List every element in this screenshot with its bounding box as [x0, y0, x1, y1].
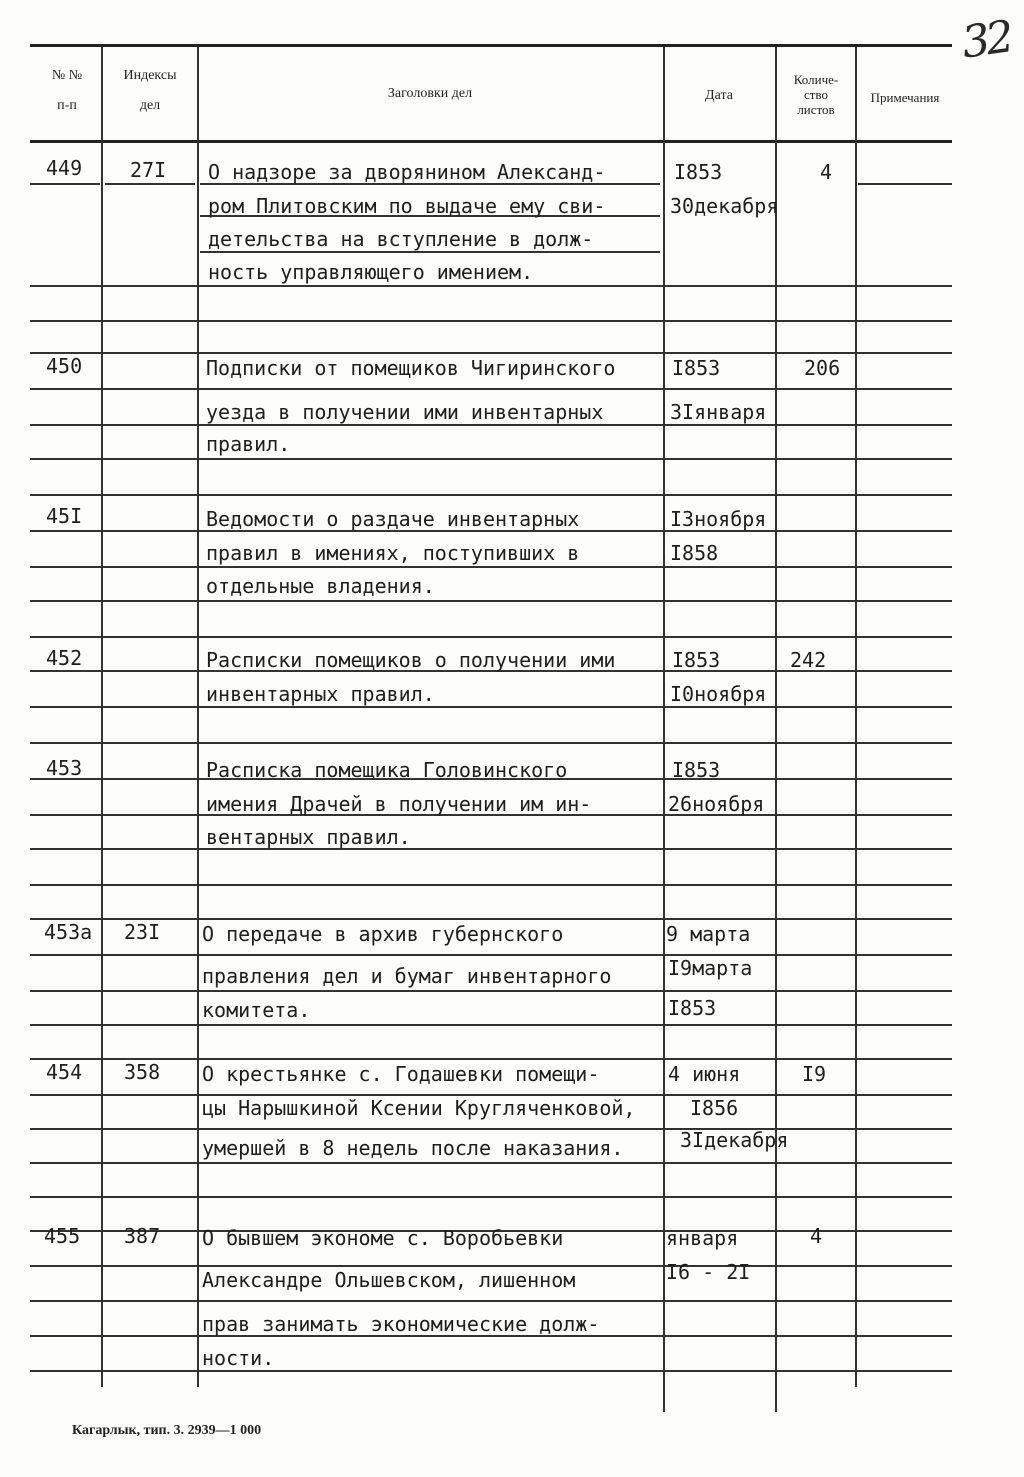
- row-date-line: I858: [670, 541, 719, 565]
- rule-line: [30, 918, 952, 920]
- rule-line: [30, 1024, 952, 1026]
- header-index-line2: дел: [139, 98, 161, 113]
- row-title-line: Расписки помещиков о получении ими: [206, 648, 616, 672]
- row-number: 453а: [44, 920, 93, 944]
- row-sheet-count: 4: [820, 160, 833, 184]
- row-title-line: Ведомости о раздаче инвентарных: [206, 507, 580, 531]
- row-date-line: 3Iдекабря: [680, 1128, 789, 1152]
- rule-line: [30, 285, 952, 287]
- rule-line: [30, 1300, 952, 1302]
- row-date-line: января: [666, 1226, 739, 1250]
- row-title-line: имения Драчей в получении им ин-: [206, 792, 592, 816]
- rule-line: [30, 1196, 952, 1198]
- row-date-line: I853: [672, 356, 721, 380]
- row-date-line: I3ноября: [670, 507, 767, 531]
- row-title-line: правил в имениях, поступивших в: [206, 541, 580, 565]
- row-title-line: отдельные владения.: [206, 574, 435, 598]
- rule-line: [30, 566, 952, 568]
- header-notes: Примечания: [870, 90, 940, 105]
- header-count-line3: листов: [797, 102, 835, 117]
- page-number: 32: [958, 11, 1014, 69]
- row-title-line: ность управляющего имением.: [208, 260, 534, 284]
- row-title-line: Александре Ольшевском, лишенном: [202, 1268, 576, 1292]
- row-index: 358: [124, 1060, 161, 1084]
- rule-line: [30, 884, 952, 886]
- rule-line: [30, 1162, 952, 1164]
- row-number: 45I: [46, 504, 83, 528]
- rule-line: [858, 183, 952, 185]
- row-index: 27I: [130, 158, 167, 182]
- row-date-line: I853: [674, 160, 723, 184]
- header-num-line2: п-п: [57, 98, 77, 113]
- header-num: [36, 68, 98, 114]
- row-date-line: 3Iянваря: [670, 400, 767, 424]
- rule-line: [30, 706, 952, 708]
- rule-line: [30, 183, 100, 185]
- row-number: 450: [46, 354, 83, 378]
- row-title-line: О надзоре за дворянином Александ-: [208, 160, 606, 184]
- row-index: 23I: [124, 920, 161, 944]
- rule-line: [30, 424, 952, 426]
- header-count: [778, 72, 854, 117]
- row-title-line: уезда в получении ими инвентарных: [206, 400, 604, 424]
- row-date-line: I6 - 2I: [666, 1260, 751, 1284]
- row-title-line: вентарных правил.: [206, 825, 411, 849]
- rule-line: [30, 848, 952, 850]
- header-index: [104, 68, 196, 114]
- row-title-line: Расписка помещика Головинского: [206, 758, 568, 782]
- row-sheet-count: 4: [810, 1224, 823, 1248]
- row-title-line: ром Плитовским по выдаче ему сви-: [208, 194, 606, 218]
- row-date-line: 30декабря: [670, 194, 779, 218]
- row-date-line: I856: [690, 1096, 739, 1120]
- row-title-line: правления дел и бумаг инвентарного: [202, 964, 612, 988]
- row-title-line: правил.: [206, 432, 291, 456]
- header-count-line2: ство: [803, 87, 828, 102]
- row-sheet-count: 206: [804, 356, 841, 380]
- rule-line: [30, 1058, 952, 1060]
- header-count-line1: Количе-: [793, 72, 839, 87]
- row-date-line: I0ноября: [670, 682, 767, 706]
- row-title-line: цы Нарышкиной Ксении Кругляченковой,: [202, 1096, 636, 1120]
- row-number: 454: [46, 1060, 83, 1084]
- rule-line: [30, 636, 952, 638]
- header-index-line1: Индексы: [123, 68, 177, 83]
- row-index: 387: [124, 1224, 161, 1248]
- row-number: 453: [46, 756, 83, 780]
- column-divider: [663, 47, 665, 1412]
- row-number: 449: [46, 156, 83, 180]
- row-date-line: 9 марта: [666, 922, 751, 946]
- row-date-line: 4 июня: [668, 1062, 741, 1086]
- rule-line: [30, 388, 952, 390]
- row-title-line: ности.: [202, 1346, 275, 1370]
- rule-line: [30, 320, 952, 322]
- header-date: Дата: [705, 88, 733, 103]
- row-date-line: I853: [672, 758, 721, 782]
- row-date-line: I9марта: [668, 956, 753, 980]
- row-title-line: Подписки от помещиков Чигиринского: [206, 356, 616, 380]
- printer-imprint: Кагарлык, тип. 3. 2939—1 000: [72, 1423, 262, 1438]
- table-top-rule: [30, 44, 952, 47]
- header-titles: Заголовки дел: [387, 86, 473, 101]
- column-divider: [775, 47, 777, 1412]
- rule-line: [30, 742, 952, 744]
- rule-line: [30, 458, 952, 460]
- rule-line: [30, 954, 952, 956]
- row-title-line: умершей в 8 недель после наказания.: [202, 1136, 624, 1160]
- rule-line: [30, 990, 952, 992]
- row-date-line: 26ноября: [668, 792, 765, 816]
- row-date-line: I853: [672, 648, 721, 672]
- row-date-line: I853: [668, 996, 717, 1020]
- row-sheet-count: I9: [802, 1062, 827, 1086]
- column-divider: [101, 47, 103, 1387]
- row-title-line: прав занимать экономические долж-: [202, 1312, 600, 1336]
- row-title-line: О бывшем экономе с. Воробьевки: [202, 1226, 564, 1250]
- row-title-line: О передаче в архив губернского: [202, 922, 564, 946]
- column-divider: [855, 47, 857, 1387]
- rule-line: [105, 183, 195, 185]
- rule-line: [30, 494, 952, 496]
- row-title-line: инвентарных правил.: [206, 682, 435, 706]
- rule-line: [30, 1370, 952, 1372]
- rule-line: [30, 1128, 952, 1130]
- row-number: 455: [44, 1224, 81, 1248]
- rule-line: [30, 352, 952, 354]
- rule-line: [30, 600, 952, 602]
- header-num-line1: № №: [51, 68, 83, 83]
- row-sheet-count: 242: [790, 648, 827, 672]
- header-bottom-rule: [30, 140, 952, 143]
- rule-line: [200, 251, 660, 253]
- row-title-line: О крестьянке с. Годашевки помещи-: [202, 1062, 600, 1086]
- rule-line: [30, 1265, 952, 1267]
- row-title-line: комитета.: [202, 998, 311, 1022]
- row-title-line: детельства на вступление в долж-: [208, 227, 594, 251]
- column-divider: [197, 47, 199, 1387]
- row-number: 452: [46, 646, 83, 670]
